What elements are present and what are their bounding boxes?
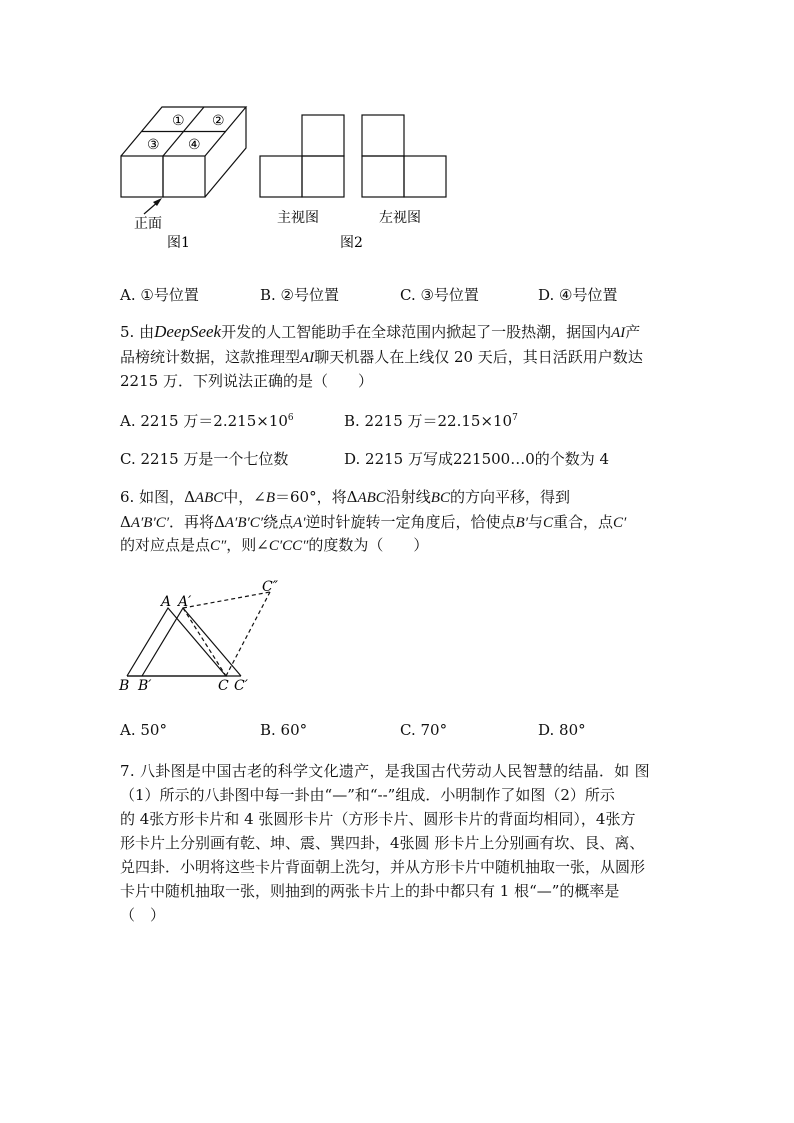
q7-line-5: 兑四卦．小明将这些卡片背面朝上洗匀，并从方形卡片中随机抽取一张，从圆形 [120,858,646,876]
cube-label-4: ④ [188,137,201,153]
q4-option-d: D. ④号位置 [538,286,618,304]
q7-line-1: 7. 八卦图是中国古老的科学文化遗产，是我国古代劳动人民智慧的结晶．如 图 [120,762,650,780]
cube-label-1: ① [172,113,185,129]
figure-1-caption: 图1 [167,235,190,251]
q5-line-1: 5. 由DeepSeek开发的人工智能助手在全球范围内掀起了一股热潮，据国内AI产 [120,322,641,341]
q7-line-3: 的 4张方形卡片和 4 张圆形卡片（方形卡片、圆形卡片的背面均相同），4张方 [120,810,636,828]
q6-line-1: 6. 如图，ΔABC中，∠B＝60°，将ΔABC沿射线BC的方向平移，得到 [120,488,570,506]
label-a-prime: A′ [178,594,192,610]
label-a: A [161,594,172,610]
q6-option-a: A. 50° [120,721,167,739]
q7-line-7: （ ） [120,906,166,924]
q4-option-b: B. ②号位置 [260,286,340,304]
dashed-c-c2 [226,592,270,676]
q5-line-2: 品榜统计数据，这款推理型AI聊天机器人在上线仅 20 天后，其日活跃用户数达 [120,348,643,366]
q6-line-2: ΔA′B′C′．再将ΔA′B′C′绕点A′逆时针旋转一定角度后，恰使点B′与C重合，点C′ [120,513,627,531]
q7-line-4: 形卡片上分别画有乾、坤、震、巽四卦，4张圆 形卡片上分别画有坎、艮、离、 [120,834,645,852]
q7-line-6: 卡片中随机抽取一张，则抽到的两张卡片上的卦中都只有 1 根“—”的概率是 [120,882,620,900]
cube-label-3: ③ [147,137,160,153]
q5-option-a: A. 2215 万$=2.215\times 10^6$ [120,412,294,430]
dashed-a1-c2 [183,592,270,608]
q7-line-2: （1）所示的八卦图中每一卦由“—”和“--”组成．小明制作了如图（2）所示 [120,786,615,804]
q4-option-c: C. ③号位置 [400,286,479,304]
q5-line-3: 2215 万．下列说法正确的是（ ） [120,372,373,390]
triangle-a1b1c1 [142,608,241,676]
cube-label-2: ② [212,113,225,129]
q5-option-d: D. 2215 万写成221500…0的个数为 4 [344,450,610,468]
figure-2-caption: 图2 [340,235,363,251]
label-b: B [119,678,130,694]
front-label: 正面 [134,216,162,232]
q6-option-d: D. 80° [538,721,586,739]
q5-option-c: C. 2215 万是一个七位数 [120,450,289,468]
front-view-caption: 主视图 [277,210,319,226]
label-c: C [218,678,229,694]
left-view-caption: 左视图 [379,210,421,226]
label-b-prime: B′ [138,678,152,694]
q5-option-b: B. 2215 万$=22.15\times 10^7$ [344,412,518,430]
q6-line-3: 的对应点是点C″，则∠C′CC″的度数为（ ） [120,536,429,554]
dashed-a1-c [183,608,226,676]
q6-option-c: C. 70° [400,721,448,739]
q4-option-a: A. ①号位置 [120,286,199,304]
label-c-prime: C′ [234,678,248,694]
q6-option-b: B. 60° [260,721,308,739]
label-c-double-prime: C″ [262,579,278,595]
